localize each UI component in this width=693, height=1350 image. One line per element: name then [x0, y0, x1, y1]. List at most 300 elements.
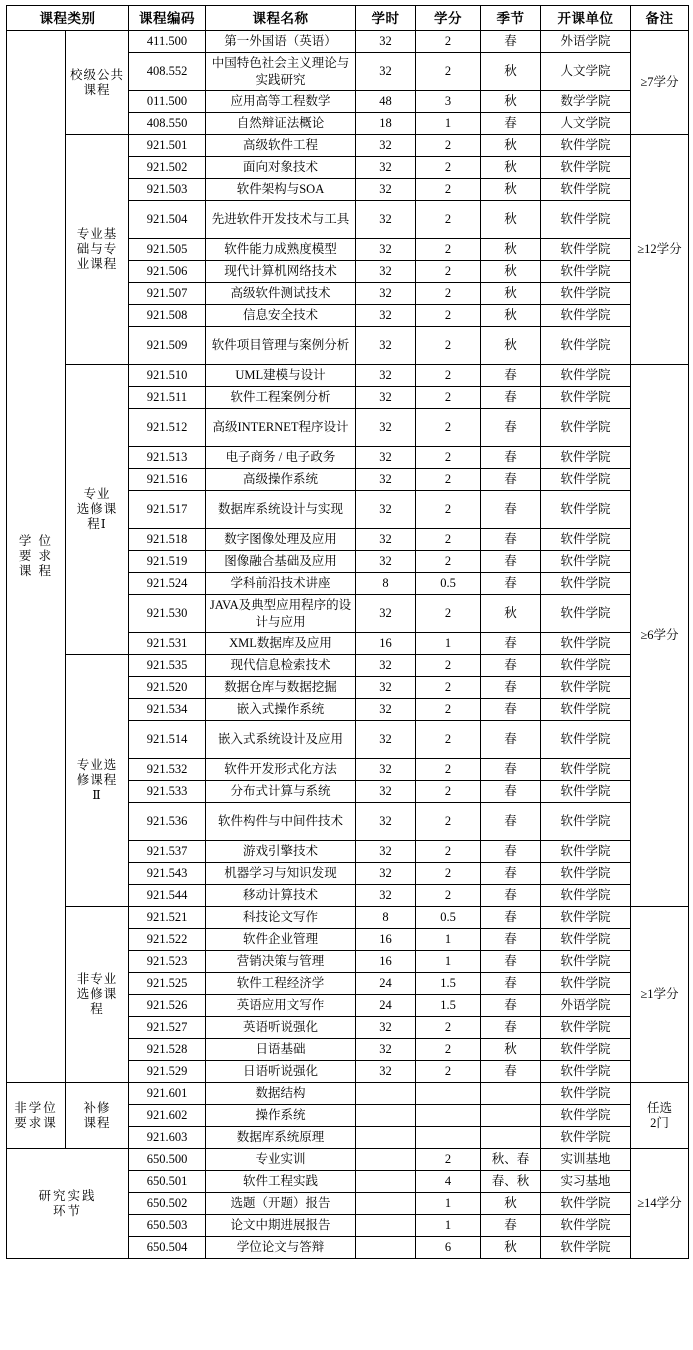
- course-hours: 32: [356, 1061, 416, 1083]
- course-credits: 1.5: [416, 995, 481, 1017]
- course-season: 秋: [481, 1193, 541, 1215]
- course-season: 秋: [481, 239, 541, 261]
- course-season: 秋: [481, 283, 541, 305]
- course-name: 高级操作系统: [206, 469, 356, 491]
- course-code: 921.502: [129, 157, 206, 179]
- course-hours: 32: [356, 1039, 416, 1061]
- course-department: 软件学院: [541, 1127, 631, 1149]
- course-code: 650.502: [129, 1193, 206, 1215]
- course-code: 921.603: [129, 1127, 206, 1149]
- course-code: 921.506: [129, 261, 206, 283]
- course-code: 650.500: [129, 1149, 206, 1171]
- category-non-degree-required: 非学位 要求课: [7, 1083, 66, 1149]
- course-hours: 32: [356, 239, 416, 261]
- course-hours: 32: [356, 409, 416, 447]
- course-season: 春: [481, 365, 541, 387]
- course-hours: 32: [356, 261, 416, 283]
- course-season: 春: [481, 721, 541, 759]
- course-season: 春: [481, 995, 541, 1017]
- course-department: 软件学院: [541, 699, 631, 721]
- course-hours: 24: [356, 995, 416, 1017]
- course-code: 921.524: [129, 573, 206, 595]
- course-season: 秋: [481, 1039, 541, 1061]
- course-code: 650.503: [129, 1215, 206, 1237]
- subcategory-professional-foundation: 专业基 础与专 业课程: [66, 135, 129, 365]
- course-department: 软件学院: [541, 469, 631, 491]
- course-code: 921.543: [129, 863, 206, 885]
- course-credits: 2: [416, 327, 481, 365]
- course-name: 应用高等工程数学: [206, 91, 356, 113]
- course-hours: 32: [356, 365, 416, 387]
- course-credits: 1: [416, 1215, 481, 1237]
- course-season: 春: [481, 551, 541, 573]
- course-department: 软件学院: [541, 573, 631, 595]
- course-hours: [356, 1193, 416, 1215]
- course-code: 921.514: [129, 721, 206, 759]
- course-credits: 1: [416, 929, 481, 951]
- course-credits: 2: [416, 201, 481, 239]
- course-season: 春: [481, 759, 541, 781]
- course-department: 软件学院: [541, 201, 631, 239]
- course-department: 软件学院: [541, 239, 631, 261]
- course-name: 学科前沿技术讲座: [206, 573, 356, 595]
- course-season: 秋: [481, 53, 541, 91]
- course-hours: [356, 1149, 416, 1171]
- course-season: 春: [481, 907, 541, 929]
- subcategory-professional-elective-1: 专业 选修课 程Ⅰ: [66, 365, 129, 655]
- course-name: 专业实训: [206, 1149, 356, 1171]
- course-season: 春: [481, 1215, 541, 1237]
- course-credits: 2: [416, 261, 481, 283]
- course-code: 921.525: [129, 973, 206, 995]
- course-name: 高级软件工程: [206, 135, 356, 157]
- course-name: 先进软件开发技术与工具: [206, 201, 356, 239]
- course-department: 软件学院: [541, 365, 631, 387]
- course-code: 921.534: [129, 699, 206, 721]
- course-department: 软件学院: [541, 179, 631, 201]
- course-credits: 0.5: [416, 907, 481, 929]
- course-department: 软件学院: [541, 1083, 631, 1105]
- course-credits: 2: [416, 239, 481, 261]
- table-row: [7, 907, 689, 929]
- curriculum-table: [6, 5, 689, 1259]
- course-season: [481, 1083, 541, 1105]
- course-hours: 32: [356, 595, 416, 633]
- course-code: 921.509: [129, 327, 206, 365]
- course-hours: 32: [356, 157, 416, 179]
- course-season: [481, 1127, 541, 1149]
- course-season: 春: [481, 469, 541, 491]
- course-code: 921.601: [129, 1083, 206, 1105]
- header-name: 课程名称: [206, 6, 356, 31]
- course-credits: 2: [416, 387, 481, 409]
- course-department: 软件学院: [541, 633, 631, 655]
- course-hours: [356, 1171, 416, 1193]
- course-code: 921.521: [129, 907, 206, 929]
- course-season: 春: [481, 447, 541, 469]
- course-credits: 2: [416, 447, 481, 469]
- remark-non-professional-elective: ≥1学分: [631, 907, 689, 1083]
- course-credits: 2: [416, 1149, 481, 1171]
- course-hours: [356, 1237, 416, 1259]
- course-name: 英语应用文写作: [206, 995, 356, 1017]
- course-name: XML数据库及应用: [206, 633, 356, 655]
- course-name: 营销决策与管理: [206, 951, 356, 973]
- course-season: 春: [481, 573, 541, 595]
- course-department: 外语学院: [541, 31, 631, 53]
- course-credits: 2: [416, 53, 481, 91]
- course-credits: 2: [416, 1039, 481, 1061]
- course-season: 秋: [481, 305, 541, 327]
- course-season: 春: [481, 781, 541, 803]
- course-code: 921.533: [129, 781, 206, 803]
- course-name: 信息安全技术: [206, 305, 356, 327]
- course-hours: [356, 1083, 416, 1105]
- course-code: 921.511: [129, 387, 206, 409]
- course-hours: 32: [356, 863, 416, 885]
- course-season: 春: [481, 803, 541, 841]
- course-name: 嵌入式系统设计及应用: [206, 721, 356, 759]
- course-credits: 1: [416, 113, 481, 135]
- course-season: 春: [481, 529, 541, 551]
- course-hours: 8: [356, 907, 416, 929]
- course-season: 春: [481, 409, 541, 447]
- header-hours: 学时: [356, 6, 416, 31]
- course-hours: 32: [356, 283, 416, 305]
- course-department: 软件学院: [541, 305, 631, 327]
- course-hours: 48: [356, 91, 416, 113]
- course-hours: 32: [356, 655, 416, 677]
- course-season: 秋: [481, 1237, 541, 1259]
- course-hours: 32: [356, 31, 416, 53]
- course-credits: 2: [416, 551, 481, 573]
- course-department: 软件学院: [541, 951, 631, 973]
- course-department: 软件学院: [541, 1237, 631, 1259]
- course-hours: 32: [356, 135, 416, 157]
- course-department: 软件学院: [541, 655, 631, 677]
- course-code: 921.528: [129, 1039, 206, 1061]
- course-code: 650.501: [129, 1171, 206, 1193]
- course-department: 软件学院: [541, 283, 631, 305]
- course-name: 数据仓库与数据挖掘: [206, 677, 356, 699]
- course-credits: 3: [416, 91, 481, 113]
- course-season: 春: [481, 863, 541, 885]
- course-hours: 32: [356, 201, 416, 239]
- header-category: 课程类别: [7, 6, 129, 31]
- subcategory-university-public: 校级公共 课程: [66, 31, 129, 135]
- course-hours: 24: [356, 973, 416, 995]
- course-name: 图像融合基础及应用: [206, 551, 356, 573]
- course-code: 011.500: [129, 91, 206, 113]
- course-code: 921.510: [129, 365, 206, 387]
- course-hours: 32: [356, 781, 416, 803]
- course-credits: 2: [416, 803, 481, 841]
- course-department: 软件学院: [541, 387, 631, 409]
- course-department: 软件学院: [541, 863, 631, 885]
- course-name: 软件工程实践: [206, 1171, 356, 1193]
- course-department: 软件学院: [541, 595, 631, 633]
- course-season: 春: [481, 491, 541, 529]
- course-credits: 2: [416, 31, 481, 53]
- course-department: 软件学院: [541, 841, 631, 863]
- course-name: 软件工程经济学: [206, 973, 356, 995]
- course-name: 选题（开题）报告: [206, 1193, 356, 1215]
- course-season: 春: [481, 951, 541, 973]
- category-degree-required: 学 位 要 求 课 程: [7, 31, 66, 1083]
- course-hours: 32: [356, 327, 416, 365]
- course-department: 软件学院: [541, 929, 631, 951]
- remark-university-public: ≥7学分: [631, 31, 689, 135]
- remark-research-practice: ≥14学分: [631, 1149, 689, 1259]
- category-research-practice: 研究实践 环节: [7, 1149, 129, 1259]
- course-department: 软件学院: [541, 157, 631, 179]
- course-code: 921.519: [129, 551, 206, 573]
- course-credits: 2: [416, 305, 481, 327]
- course-credits: [416, 1083, 481, 1105]
- table-row: [7, 365, 689, 387]
- course-code: 411.500: [129, 31, 206, 53]
- course-code: 921.529: [129, 1061, 206, 1083]
- course-hours: 32: [356, 387, 416, 409]
- course-department: 软件学院: [541, 759, 631, 781]
- course-department: 软件学院: [541, 1017, 631, 1039]
- course-credits: 1.5: [416, 973, 481, 995]
- table-row: [7, 135, 689, 157]
- course-season: 春: [481, 655, 541, 677]
- course-season: 秋: [481, 157, 541, 179]
- course-department: 外语学院: [541, 995, 631, 1017]
- course-name: JAVA及典型应用程序的设计与应用: [206, 595, 356, 633]
- course-credits: 2: [416, 409, 481, 447]
- course-department: 软件学院: [541, 907, 631, 929]
- course-code: 921.501: [129, 135, 206, 157]
- course-season: 春: [481, 929, 541, 951]
- course-code: 921.504: [129, 201, 206, 239]
- course-credits: 1: [416, 951, 481, 973]
- course-department: 数学学院: [541, 91, 631, 113]
- course-department: 软件学院: [541, 447, 631, 469]
- course-season: 秋: [481, 595, 541, 633]
- course-department: 软件学院: [541, 409, 631, 447]
- course-hours: 32: [356, 305, 416, 327]
- course-department: 软件学院: [541, 551, 631, 573]
- course-code: 921.602: [129, 1105, 206, 1127]
- course-season: 春: [481, 699, 541, 721]
- course-code: 921.516: [129, 469, 206, 491]
- course-season: 春: [481, 841, 541, 863]
- course-name: 软件开发形式化方法: [206, 759, 356, 781]
- course-code: 921.535: [129, 655, 206, 677]
- course-name: 软件架构与SOA: [206, 179, 356, 201]
- header-remark: 备注: [631, 6, 689, 31]
- course-hours: 32: [356, 841, 416, 863]
- table-header: [7, 6, 689, 31]
- course-name: 软件构件与中间件技术: [206, 803, 356, 841]
- course-credits: 1: [416, 1193, 481, 1215]
- header-dept: 开课单位: [541, 6, 631, 31]
- course-credits: 2: [416, 283, 481, 305]
- course-department: 软件学院: [541, 135, 631, 157]
- course-name: 日语基础: [206, 1039, 356, 1061]
- course-code: 921.530: [129, 595, 206, 633]
- course-season: 春: [481, 1017, 541, 1039]
- course-department: 软件学院: [541, 973, 631, 995]
- course-department: 实习基地: [541, 1171, 631, 1193]
- course-department: 软件学院: [541, 721, 631, 759]
- course-name: 软件工程案例分析: [206, 387, 356, 409]
- course-code: 921.518: [129, 529, 206, 551]
- course-season: 秋: [481, 135, 541, 157]
- course-name: 数据库系统设计与实现: [206, 491, 356, 529]
- course-hours: 32: [356, 179, 416, 201]
- course-code: 921.526: [129, 995, 206, 1017]
- course-name: 中国特色社会主义理论与实践研究: [206, 53, 356, 91]
- course-season: 秋、春: [481, 1149, 541, 1171]
- course-credits: 2: [416, 885, 481, 907]
- subcategory-professional-elective-2: 专业选 修课程 Ⅱ: [66, 655, 129, 907]
- course-season: 秋: [481, 327, 541, 365]
- course-name: 科技论文写作: [206, 907, 356, 929]
- course-season: 春: [481, 885, 541, 907]
- course-hours: 18: [356, 113, 416, 135]
- header-row: [7, 6, 689, 31]
- header-code: 课程编码: [129, 6, 206, 31]
- course-season: 春: [481, 677, 541, 699]
- course-credits: 2: [416, 179, 481, 201]
- course-name: 现代计算机网络技术: [206, 261, 356, 283]
- course-code: 921.512: [129, 409, 206, 447]
- course-credits: 2: [416, 365, 481, 387]
- course-code: 921.544: [129, 885, 206, 907]
- remark-supplementary: 任选 2门: [631, 1083, 689, 1149]
- course-name: 操作系统: [206, 1105, 356, 1127]
- course-department: 软件学院: [541, 261, 631, 283]
- course-hours: 32: [356, 53, 416, 91]
- course-name: 移动计算技术: [206, 885, 356, 907]
- course-name: 数字图像处理及应用: [206, 529, 356, 551]
- course-credits: 2: [416, 677, 481, 699]
- course-season: 春: [481, 387, 541, 409]
- course-credits: 1: [416, 633, 481, 655]
- course-name: 第一外国语（英语）: [206, 31, 356, 53]
- course-name: 电子商务 / 电子政务: [206, 447, 356, 469]
- course-hours: 16: [356, 951, 416, 973]
- table-row: [7, 31, 689, 53]
- course-credits: 2: [416, 469, 481, 491]
- course-department: 软件学院: [541, 491, 631, 529]
- course-name: 数据库系统原理: [206, 1127, 356, 1149]
- course-credits: 2: [416, 655, 481, 677]
- course-season: 春: [481, 1061, 541, 1083]
- course-hours: 32: [356, 529, 416, 551]
- course-hours: [356, 1215, 416, 1237]
- course-credits: 2: [416, 699, 481, 721]
- course-hours: 32: [356, 1017, 416, 1039]
- course-name: 数据结构: [206, 1083, 356, 1105]
- course-name: 分布式计算与系统: [206, 781, 356, 803]
- course-name: 面向对象技术: [206, 157, 356, 179]
- course-department: 软件学院: [541, 1039, 631, 1061]
- course-credits: 2: [416, 863, 481, 885]
- course-code: 921.508: [129, 305, 206, 327]
- course-hours: 32: [356, 447, 416, 469]
- course-hours: 16: [356, 633, 416, 655]
- course-department: 软件学院: [541, 1215, 631, 1237]
- course-season: 秋: [481, 261, 541, 283]
- header-season: 季节: [481, 6, 541, 31]
- course-hours: 32: [356, 699, 416, 721]
- course-department: 人文学院: [541, 113, 631, 135]
- course-code: 921.522: [129, 929, 206, 951]
- course-name: 学位论文与答辩: [206, 1237, 356, 1259]
- course-hours: 32: [356, 721, 416, 759]
- course-hours: 32: [356, 759, 416, 781]
- course-department: 实训基地: [541, 1149, 631, 1171]
- course-hours: 32: [356, 491, 416, 529]
- course-credits: 2: [416, 135, 481, 157]
- course-hours: 32: [356, 551, 416, 573]
- course-name: 高级软件测试技术: [206, 283, 356, 305]
- course-hours: [356, 1105, 416, 1127]
- course-name: 机器学习与知识发现: [206, 863, 356, 885]
- course-department: 软件学院: [541, 1193, 631, 1215]
- course-hours: 32: [356, 803, 416, 841]
- course-name: 嵌入式操作系统: [206, 699, 356, 721]
- course-department: 软件学院: [541, 885, 631, 907]
- course-hours: [356, 1127, 416, 1149]
- course-name: 现代信息检索技术: [206, 655, 356, 677]
- course-season: 春: [481, 633, 541, 655]
- course-name: 软件能力成熟度模型: [206, 239, 356, 261]
- course-name: 软件企业管理: [206, 929, 356, 951]
- course-code: 921.517: [129, 491, 206, 529]
- course-hours: 8: [356, 573, 416, 595]
- course-hours: 32: [356, 469, 416, 491]
- course-code: 408.550: [129, 113, 206, 135]
- remark-professional-elective-1: ≥6学分: [631, 365, 689, 907]
- course-credits: 2: [416, 841, 481, 863]
- course-name: 自然辩证法概论: [206, 113, 356, 135]
- course-code: 921.531: [129, 633, 206, 655]
- course-credits: 2: [416, 595, 481, 633]
- course-code: 921.513: [129, 447, 206, 469]
- course-hours: 32: [356, 885, 416, 907]
- course-department: 软件学院: [541, 677, 631, 699]
- subcategory-supplementary: 补修 课程: [66, 1083, 129, 1149]
- course-code: 921.536: [129, 803, 206, 841]
- course-department: 软件学院: [541, 1061, 631, 1083]
- course-code: 921.532: [129, 759, 206, 781]
- course-credits: 2: [416, 1017, 481, 1039]
- course-credits: 2: [416, 781, 481, 803]
- course-department: 软件学院: [541, 1105, 631, 1127]
- course-code: 408.552: [129, 53, 206, 91]
- course-code: 921.537: [129, 841, 206, 863]
- course-season: 秋: [481, 179, 541, 201]
- course-season: 春: [481, 113, 541, 135]
- table-row: [7, 1083, 689, 1105]
- course-name: 游戏引擎技术: [206, 841, 356, 863]
- course-department: 软件学院: [541, 327, 631, 365]
- course-season: 春、秋: [481, 1171, 541, 1193]
- course-season: [481, 1105, 541, 1127]
- course-code: 921.523: [129, 951, 206, 973]
- course-hours: 32: [356, 677, 416, 699]
- course-credits: 2: [416, 759, 481, 781]
- course-department: 软件学院: [541, 803, 631, 841]
- course-department: 软件学院: [541, 529, 631, 551]
- course-name: 软件项目管理与案例分析: [206, 327, 356, 365]
